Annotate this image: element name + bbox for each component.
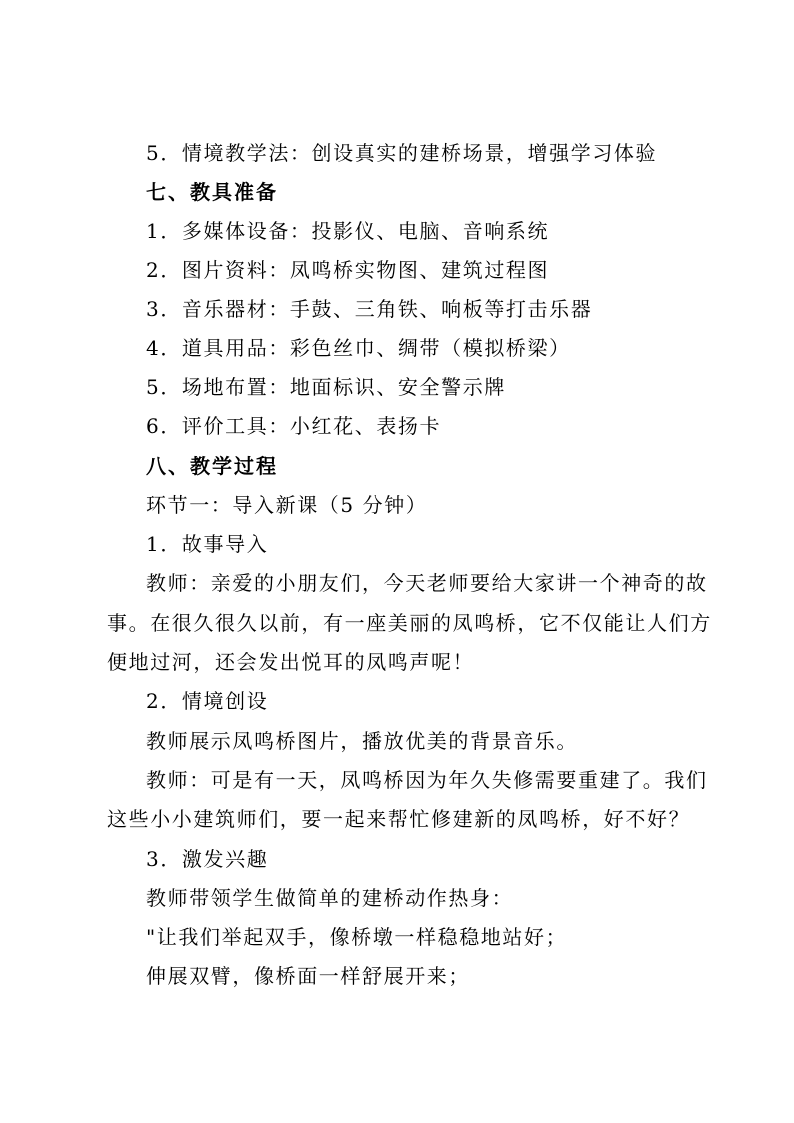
section-heading-teaching-process: 八、教学过程	[146, 454, 278, 478]
step-spark-interest: 3．激发兴趣	[146, 847, 269, 871]
paragraph-line: "让我们举起双手，像桥墩一样稳稳地站好；	[146, 925, 568, 949]
paragraph-line: 便地过河，还会发出悦耳的凤鸣声呢！	[107, 650, 475, 674]
method-item-5: 5．情境教学法：创设真实的建桥场景，增强学习体验	[146, 141, 658, 165]
paragraph-line: 教师：亲爱的小朋友们，今天老师要给大家讲一个神奇的故	[146, 571, 708, 595]
step-story-intro: 1．故事导入	[146, 532, 269, 556]
step-scene-setting: 2．情境创设	[146, 689, 269, 713]
paragraph-line: 伸展双臂，像桥面一样舒展开来；	[146, 964, 470, 988]
aid-item-1: 1．多媒体设备：投影仪、电脑、音响系统	[146, 219, 550, 243]
paragraph-line: 教师：可是有一天，凤鸣桥因为年久失修需要重建了。我们	[146, 768, 708, 792]
aid-item-5: 5．场地布置：地面标识、安全警示牌	[146, 375, 506, 399]
aid-item-4: 4．道具用品：彩色丝巾、绸带（模拟桥梁）	[146, 336, 571, 360]
paragraph-line: 教师带领学生做简单的建桥动作热身：	[146, 886, 514, 910]
paragraph-line: 教师展示凤鸣桥图片，播放优美的背景音乐。	[146, 729, 578, 753]
aid-item-3: 3．音乐器材：手鼓、三角铁、响板等打击乐器	[146, 297, 593, 321]
paragraph-line: 这些小小建筑师们，要一起来帮忙修建新的凤鸣桥，好不好？	[107, 807, 691, 831]
aid-item-2: 2．图片资料：凤鸣桥实物图、建筑过程图	[146, 258, 550, 282]
section-heading-teaching-aids: 七、教具准备	[146, 180, 278, 204]
stage-one-title: 环节一：导入新课（5 分钟）	[146, 493, 428, 517]
paragraph-line: 事。在很久很久以前，有一座美丽的凤鸣桥，它不仅能让人们方	[107, 611, 712, 635]
aid-item-6: 6．评价工具：小红花、表扬卡	[146, 414, 442, 438]
